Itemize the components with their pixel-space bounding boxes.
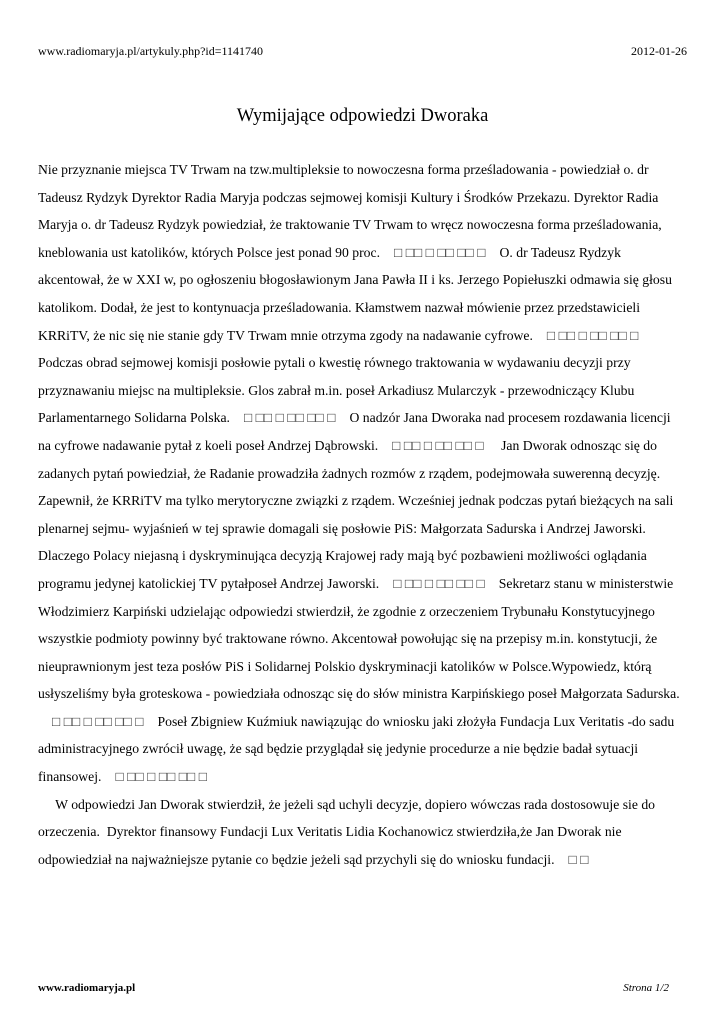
text-segment: Sekretarz stanu w ministerstwie Włodzimierz Karpiński udzielając odpowiedzi stwierdził, że zgodnie z orzeczeniem Trybunału Konstytucyjnego wszystkie podmioty powinny być traktowane równo. Akcentował powołując się na przepisy m.in. konstytucji, że nieuprawnionym jest teza posłów PiS i Solidarnej Polskio dyskryminacji katolików w Polsce.Wypowiedz, którą usłyszeliśmy była groteskowa - powiedziała odnosząc się do słów ministra Karpińskiego poseł Małgorzata Sadurska.	[38, 575, 680, 702]
separator-glyphs: □ □□ □ □□ □□ □	[115, 769, 207, 785]
text-segment: Nie przyznanie miejsca TV Trwam na tzw.multipleksie to nowoczesna forma prześladowania - powiedział o. dr Tadeusz Rydzyk Dyrektor Radia Maryja podczas sejmowej komisji Kultury i Środków Przekazu. Dyrektor Radia Maryja o. dr Tadeusz Rydzyk powiedział, że traktowanie TV Trwam to wręcz nowoczesna forma prześladowania, kneblowania ust katolików, których Polsce jest ponad 90 proc.	[38, 162, 662, 260]
header-url: www.radiomaryja.pl/artykuly.php?id=1141740	[38, 44, 264, 58]
footer-site: www.radiomaryja.pl	[38, 982, 136, 994]
article-title: Wymijające odpowiedzi Dworaka	[236, 106, 489, 126]
text-segment: Poseł Zbigniew Kuźmiuk nawiązując do wniosku jaki złożyła Fundacja Lux Veritatis -do sadu administracyjnego zwrócił uwagę, że sąd będzie przyglądał się jedynie procedurze a nie będzie badał sytuacji finansowej.	[38, 713, 675, 785]
text-segment: Podczas obrad sejmowej komisji posłowie pytali o kwestię równego traktowania w wydawaniu decyzji przy przyznawaniu miejsc na multipleksie. Glos zabrał m.in. poseł Arkadiusz Mularczyk - przewodniczący Klubu Parlamentarnego Solidarna Polska.	[38, 355, 635, 426]
separator-glyphs: □ □□ □ □□ □□ □	[394, 244, 486, 260]
article-paragraph-final	[38, 791, 686, 874]
text-segment: Jan Dworak odnosząc się do zadanych pytań powiedział, że Radanie prowadziła żadnych rozmów z rządem, podejmowała suwerenną decyzję. Zapewnił, że KRRiTV ma tylko merytoryczne związki z rządem. Wcześniej jednak podczas pytań bieżących na sali plenarnej sejmu- wyjaśnień w tej sprawie domagali się posłowie PiS: Małgorzata Sadurska i Andrzej Jaworski. Dlaczego Polacy niejasną i dyskryminująca decyzją Krajowej rady mają być pozbawieni możliwości oglądania programu jedynej katolickiej TV pytałposeł Andrzej Jaworski.	[38, 437, 674, 591]
separator-glyphs: □ □□ □ □□ □□ □	[392, 437, 484, 453]
separator-glyphs: □ □□ □ □□ □□ □	[393, 575, 485, 591]
separator-glyphs: □ □□ □ □□ □□ □	[52, 713, 144, 729]
header-date: 2012-01-26	[631, 44, 687, 58]
article-body	[38, 156, 686, 873]
separator-glyphs: □ □□ □ □□ □□ □	[546, 327, 639, 343]
text-segment: O. dr Tadeusz Rydzyk akcentował, że w XXI w, po ogłoszeniu błogosławionym Jana Pawła II i ks. Jerzego Popiełuszki odmawia się głosu katolikom. Dodał, że jest to kontynuacja prześladowania. Kłamstwem nazwał mówienie przez przedstawicieli KRRiTV, że nic się nie stanie gdy TV Trwam mnie otrzyma zgody na nadawanie cyfrowe.	[38, 244, 672, 343]
text-segment: W odpowiedzi Jan Dworak stwierdził, że jeżeli sąd uchyli decyzje, dopiero wówczas rada dostosowuje sie do orzeczenia. Dyrektor finansowy Fundacji Lux Veritatis Lidia Kochanowicz stwierdziła,że Jan Dworak nie odpowiedział na najważniejsze pytanie co będzie jeżeli sąd przychyli się do wniosku fundacji.	[38, 796, 659, 867]
text-segment: O nadzór Jana Dworaka nad procesem rozdawania licencji na cyfrowe nadawanie pytał z koeli poseł Andrzej Dąbrowski.	[38, 410, 671, 453]
article-text	[38, 156, 686, 791]
footer-page-number: Strona 1/2	[623, 982, 669, 994]
separator-glyphs: □ □□ □ □□ □□ □	[243, 410, 336, 426]
end-marker-glyphs: □ □	[568, 851, 589, 867]
